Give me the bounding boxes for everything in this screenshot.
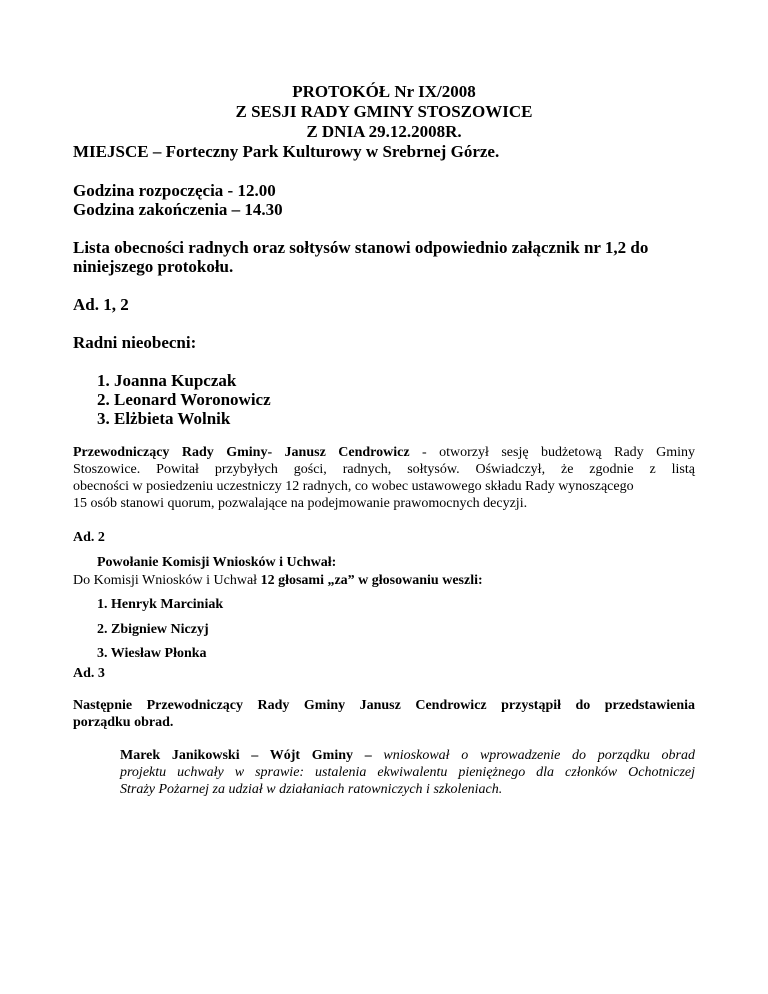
ad3-heading: Ad. 3	[73, 666, 105, 681]
vote-prefix: Do Komisji Wniosków i Uchwał	[73, 573, 261, 588]
vote-result: 12 głosami „za” w głosowaniu weszli:	[260, 573, 483, 588]
opening-line1-rest: - otworzył sesję budżetową Rady Gminy	[409, 445, 695, 460]
ad3-line2: porządku obrad.	[73, 715, 174, 730]
session-date: Z DNIA 29.12.2008R.	[306, 122, 462, 141]
member-item: 1. Henryk Marciniak	[97, 597, 224, 612]
member-item: 2. Zbigniew Niczyj	[97, 622, 209, 637]
motion-line2: projektu uchwały w sprawie: ustalenia ekwiwalentu pieniężnego dla członków Ochotniczej	[120, 765, 695, 780]
opening-line1	[73, 444, 695, 461]
attendance-note-line1: Lista obecności radnych oraz sołtysów stanowi odpowiednio załącznik nr 1,2 do	[73, 238, 649, 257]
absent-item: 2. Leonard Woronowicz	[97, 390, 271, 409]
absent-item: 1. Joanna Kupczak	[97, 371, 237, 390]
motion-line3: Straży Pożarnej za udział w działaniach ratowniczych i szkoleniach.	[120, 782, 503, 797]
session-title: Z SESJI RADY GMINY STOSZOWICE	[235, 102, 533, 121]
ad3-line1: Następnie Przewodniczący Rady Gminy Janusz Cendrowicz przystąpił do przedstawienia	[73, 698, 695, 713]
start-time: Godzina rozpoczęcia - 12.00	[73, 181, 276, 200]
commission-heading: Powołanie Komisji Wniosków i Uchwał:	[97, 555, 337, 570]
ad12-heading: Ad. 1, 2	[73, 295, 129, 314]
commission-vote	[73, 572, 483, 589]
opening-line3: obecności w posiedzeniu uczestniczy 12 radnych, co wobec ustawowego składu Rady wynoszącego	[73, 479, 634, 494]
member-item: 3. Wiesław Płonka	[97, 646, 207, 661]
opening-line4: 15 osób stanowi quorum, pozwalające na podejmowanie prawomocnych decyzji.	[73, 496, 528, 511]
opening-line2: Stoszowice. Powitał przybyłych gości, radnych, sołtysów. Oświadczył, że zgodnie z listą	[73, 462, 695, 477]
session-place: MIEJSCE – Forteczny Park Kulturowy w Srebrnej Górze.	[73, 142, 500, 161]
motion-line1	[120, 747, 695, 764]
absent-item: 3. Elżbieta Wolnik	[97, 409, 231, 428]
motion-line1-rest: wnioskował o wprowadzenie do porządku obrad	[371, 748, 696, 763]
absent-heading: Radni nieobecni:	[73, 333, 197, 352]
attendance-note-line2: niniejszego protokołu.	[73, 257, 234, 276]
protocol-number: PROTOKÓŁ Nr IX/2008	[292, 82, 476, 101]
opening-speaker: Przewodniczący Rady Gminy- Janusz Cendrowicz	[73, 445, 410, 460]
motion-speaker: Marek Janikowski – Wójt Gminy –	[120, 748, 372, 763]
end-time: Godzina zakończenia – 14.30	[73, 200, 283, 219]
ad2-heading: Ad. 2	[73, 530, 105, 545]
